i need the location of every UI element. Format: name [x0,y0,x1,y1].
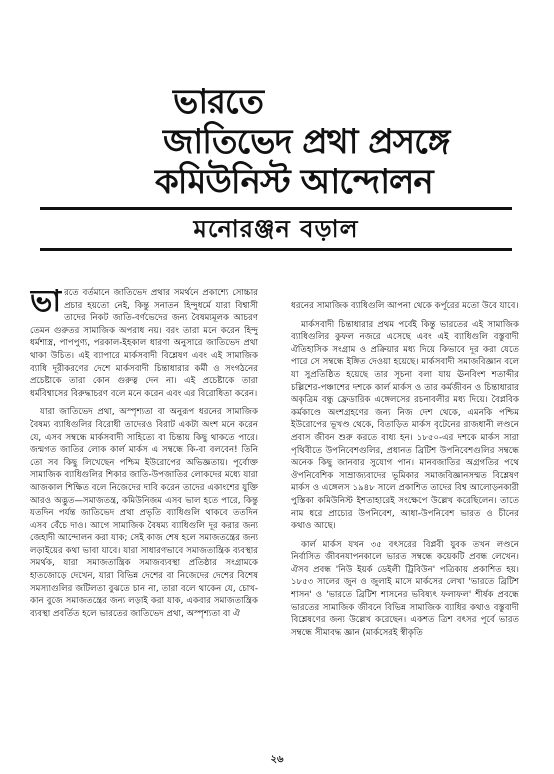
paragraph: ধরনের সামাজিক ব্যাধিগুলি আপনা থেকে কর্পূরের মতো উবে যাবে। [291,301,519,311]
title-line-1: ভারতে [173,82,264,122]
title-line-2: জাতিভেদ প্রথা প্রসঙ্গে [163,122,450,162]
drop-cap: ভা [30,287,62,319]
paragraph: কার্ল মার্কস যখন ৩৫ বৎসরের বিপ্লবী যুবক তখন লণ্ডনে নির্বাসিত জীবনযাপনকালে ভারত সম্বন্ধে কয়েকটি প্রবন্ধ লেখেন। ঐসব প্রবন্ধ 'নিউ ইয়র্ক ডেইলী ট্রিবিউন' পত্রিকায় প্রকাশিত হয়। ১৮৫৩ সালের জুন ও জুলাই মাসে মার্কসের লেখা 'ভারতে ব্রিটিশ শাসন' ও 'ভারতে ব্রিটিশ শাসনের ভবিষ্যৎ ফলাফল' শীর্ষক প্রবন্ধে ভারতের সামাজিক জীবনে বিভিন্ন সামাজিক ব্যাধির কথাও বস্তুবাদী বিশ্লেষণের জন্য উল্লেখ করেছেন। একশত ত্রিশ বৎসর পূর্বে ভারত সম্বন্ধে সীমাবদ্ধ জ্ঞান (মার্কসেরই স্বীকৃতি [291,539,519,638]
page-number: ২৬ [270,754,284,765]
paragraph: মার্কসবাদী চিন্তাধারার প্রথম পর্বেই কিন্তু ভারতের এই সামাজিক ব্যাধিগুলির কুফল নজরে এসেছে এবং এই ব্যাধিগুলি বস্তুবাদী ঐতিহাসিক সংগ্রাম ও প্রক্রিয়ার মধ্য দিয়ে কিভাবে দূর করা যেতে পারে সে সম্বন্ধে ইঙ্গিত দেওয়া হয়েছে। মার্কসবাদী সমাজবিজ্ঞান বলে যা সুপ্রতিষ্ঠিত হয়েছে তার সূচনা বলা যায় ঊনবিংশ শতাব্দীর চল্লিশের-পঞ্চাশের দশকে কার্ল মার্কস ও তার কর্মজীবন ও চিন্তাধারার অকৃত্রিম বন্ধু ফ্রেডারিক এঙ্গেলসের রচনাবলীর মধ্য দিয়ে। বৈপ্লবিক কর্মকাণ্ডে অংশগ্রহণের জন্য নিজ দেশ থেকে, এমনকি পশ্চিম ইউরোপের ভূখণ্ড থেকে, বিতাড়িত মার্কস বৃটেনের রাজধানী লণ্ডনে প্রবাস জীবন শুরু করতে বাধ্য হন। ১৮৫০-এর দশকে মার্কস সারা পৃথিবীতে উপনিবেশগুলির, প্রধানত ব্রিটিশ উপনিবেশগুলির সম্বন্ধে অনেক কিছু জানবার সুযোগ পান। মানবজাতির অগ্রগতির পথে ঔপনিবেশিক সাম্রাজ্যবাদের ভূমিকার সমাজবিজ্ঞানসম্মত বিশ্লেষণ মার্কস ও এঙ্গেলস ১৯৪৮ সালে প্রকাশিত তাদের বিশ্ব আলোড়নকারী পুস্তিকা কমিউনিস্ট ইশতাহারেই সংক্ষেপে উল্লেখ করেছিলেন। তাতে নাম ধরে প্রাচ্যের উপনিবেশ, আধা-উপনিবেশ ভারত ও চীনের কথাও আছে। [291,319,519,532]
paragraph-text: রতে বর্তমানে জাতিভেদ প্রথার সমর্থনে প্রকাশ্যে সোচ্চার প্রচার হয়তো নেই, কিন্তু সনাতন হিন্দুধর্মে যারা বিশ্বাসী তাদের নিকট জাতি-বর্ণভেদের জন্য বৈষম্যমূলক আচরণ তেমন গুরুতর সামাজিক অপরাধ নয়। বরং তারা মনে করেন হিন্দু ধর্মশাস্ত্র, পাপপুণ্য, পরকাল-ইহকাল ধারণা অনুসারে জাতিভেদ প্রথা থাকা উচিত। এই ব্যাপারে মার্কসবাদী বিশ্লেষণ এবং এই সামাজিক ব্যাধি দূরীকরণের দেশে মার্কসবাদী চিন্তাধারার কর্মী ও সংগঠনের প্রচেষ্টাকে তারা কোন গুরুত্ব দেন না। এই প্রচেষ্টাকে তারা ধর্মবিশ্বাসের বিরুদ্ধাচরণ বলে মনে করেন এবং এর বিরোধিতা করেন। [30,288,258,399]
title-line-3: কমিউনিস্ট আন্দোলন [155,162,433,202]
paragraph [30,287,258,400]
author-byline: মনোরঞ্জন বড়াল [193,215,359,243]
paragraph: যারা জাতিভেদ প্রথা, অস্পৃশ্যতা বা অনুরূপ ধরনের সামাজিক বৈষম্য ব্যাধিগুলির বিরোধী তাদেরও বিরাট একটা অংশ মনে করেন যে, এসব সম্বন্ধে মার্কসবাদী সাহিত্যে বা চিন্তায় কিছু থাকতে পারে। জন্মগত জাতির লোক কার্ল মার্কস এ সম্বন্ধে কি-বা বলবেন! তিনি তো সব কিছু লিখেছেন পশ্চিম ইউরোপের অভিজ্ঞতায়। পূর্বোক্ত সামাজিক ব্যাধিগুলির শিকার জাতি-উপজাতির লোকদের মধ্যে যারা আজকাল শিক্ষিত বলে নিজেদের দাবি করেন তাদের একাংশের যুক্তি আরও অদ্ভুত—সমাজতন্ত্র, কমিউনিজম এসব ভাল হতে পারে, কিন্তু যতদিন পর্যন্ত জাতিভেদ প্রথা প্রভৃতি ব্যাধিগুলি থাকবে ততদিন এসব বেঁচে দাও। আগে সামাজিক বৈষম্য ব্যাধিগুলি দূর করার জন্য জেহাদী আন্দোলন করা যাক; সেই কাজ শেষ হলে সমাজতন্ত্রের জন্য লড়াইয়ের কথা ভাবা যাবে। যারা সাধারণভাবে সমাজতান্ত্রিক ব্যবস্থার সমর্থক, যারা সমাজতান্ত্রিক সমাজব্যবস্থা প্রতিষ্ঠার সংগ্রামকে হাতজোড়ে দেখেন, যারা বিভিন্ন দেশের বা নিজেদের দেশের বিশেষ সমস্যাগুলির জটিলতা বুঝতে চান না, তারা বলে থাকেন যে, চোখ-কান বুজে সমাজতন্ত্রের জন্য লড়াই করা যাক, একবার সমাজতান্ত্রিক ব্যবস্থা প্রবর্তিত হলে ভারতের জাতিভেদ প্রথা, অস্পৃশ্যতা বা ঐ [30,407,258,619]
byline-bar [40,207,512,251]
left-column [30,287,258,739]
right-column [291,300,519,752]
article-title [155,82,485,202]
